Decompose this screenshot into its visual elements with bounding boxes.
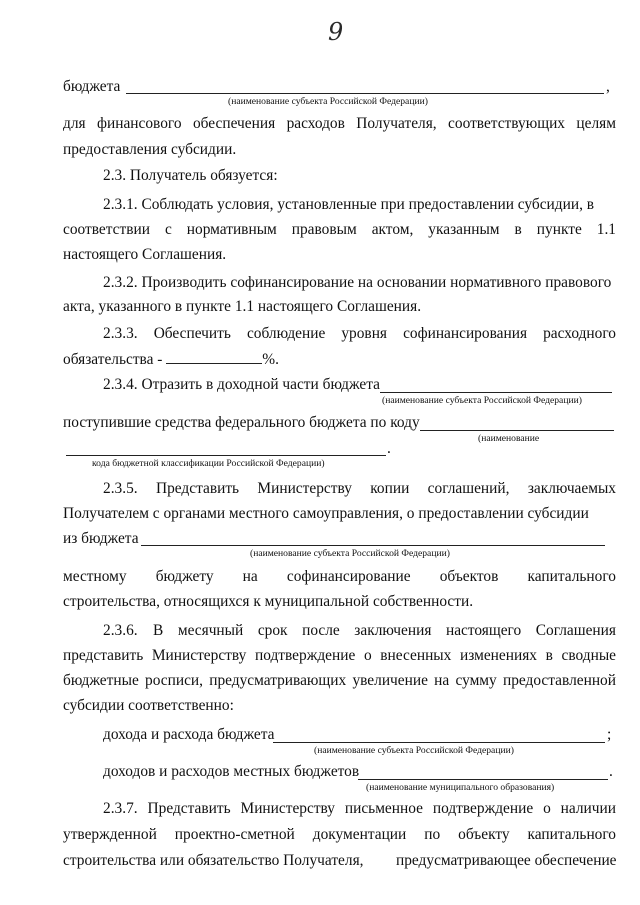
- text-line: строительства или обязательство Получателя,: [63, 852, 364, 869]
- fill-line: [166, 350, 262, 364]
- fill-line: [141, 545, 605, 546]
- fill-line: [420, 430, 614, 431]
- caption: (наименование субъекта Российской Федерации): [382, 395, 582, 406]
- fill-line: [66, 455, 386, 456]
- text-line: 2.3.5. Представить Министерству копии соглашений, заключаемых: [103, 480, 616, 497]
- caption: (наименование субъекта Российской Федерации): [250, 548, 450, 559]
- text-line: субсидии соответственно:: [63, 697, 234, 714]
- page-number: 9: [328, 18, 344, 46]
- caption: (наименование: [478, 433, 540, 444]
- section-heading: 2.3. Получатель обязуется:: [103, 167, 278, 184]
- text-line: 2.3.4. Отразить в доходной части бюджета: [103, 376, 381, 393]
- text-line: 2.3.1. Соблюдать условия, установленные при предоставлении субсидии, в: [103, 196, 595, 213]
- text-line: местному бюджету на софинансирование объектов капитального: [63, 568, 616, 585]
- dot: .: [387, 440, 391, 457]
- text-line: 2.3.3. Обеспечить соблюдение уровня софинансирования расходного: [103, 325, 616, 342]
- text-line: бюджетные росписи, предусматривающих увеличение на сумму предоставленной: [63, 672, 616, 689]
- text-line: строительства, относящихся к муниципальной собственности.: [63, 593, 474, 610]
- caption: (наименование субъекта Российской Федерации): [314, 745, 514, 756]
- text-line: представить Министерству подтверждение о внесенных изменениях в сводные: [63, 647, 616, 664]
- line-budget: бюджета: [63, 78, 121, 95]
- text-line: обязательства - %.: [63, 351, 279, 368]
- semicolon: ;: [607, 726, 612, 743]
- fill-line: [380, 392, 612, 393]
- text-line: В месячный срок после заключения настоящего Соглашения: [153, 622, 616, 639]
- fill-line: [273, 742, 605, 743]
- text-line: соответствии с нормативным правовым актом, указанным в пункте 1.1: [63, 221, 616, 238]
- text-line: предоставления субсидии.: [63, 141, 237, 158]
- caption: (наименование субъекта Российской Федерации): [228, 96, 428, 107]
- text-line: из бюджета: [63, 530, 139, 547]
- fill-line: [358, 779, 608, 780]
- comma: ,: [606, 78, 610, 95]
- text-line: предусматривающее обеспечение: [396, 852, 617, 869]
- text-line: поступившие средства федерального бюджета по коду: [63, 414, 420, 431]
- caption: (наименование муниципального образования): [366, 782, 555, 793]
- text-line: дохода и расхода бюджета: [103, 726, 275, 743]
- text-line: 2.3.2. Производить софинансирование на основании нормативного правового: [103, 274, 612, 291]
- fill-line: [126, 93, 604, 94]
- text-line: доходов и расходов местных бюджетов: [103, 763, 360, 780]
- text-line: для финансового обеспечения расходов Получателя, соответствующих целям: [63, 115, 616, 132]
- dot: .: [609, 763, 613, 780]
- text-line: акта, указанного в пункте 1.1 настоящего Соглашения.: [63, 298, 422, 315]
- text-line: утвержденной проектно-сметной документации по объекту капитального: [63, 826, 616, 843]
- text-line: настоящего Соглашения.: [63, 246, 227, 263]
- text-line: 2.3.6.: [103, 622, 138, 639]
- caption: кода бюджетной классификации Российской Федерации): [92, 458, 325, 469]
- text-line: 2.3.7. Представить Министерству письменное подтверждение о наличии: [103, 800, 616, 817]
- text-line: Получателем с органами местного самоуправления, о предоставлении субсидии: [63, 505, 589, 522]
